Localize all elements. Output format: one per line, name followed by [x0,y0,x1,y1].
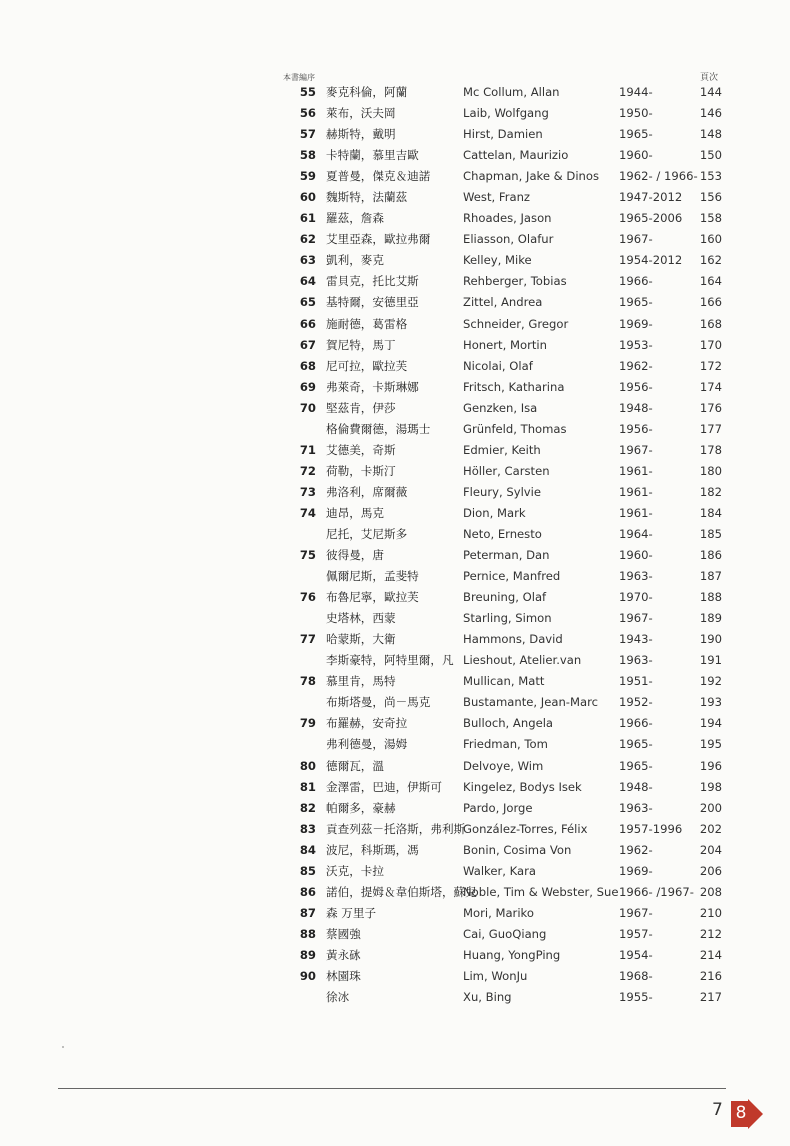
artist-name-english: Rhoades, Jason [463,211,552,226]
index-row [0,819,790,840]
artist-name-english: Bonin, Cosima Von [463,842,572,857]
artist-name-english: Friedman, Tom [463,737,548,752]
artist-name-english: Neto, Ernesto [463,526,542,541]
index-row [0,482,790,503]
artist-years: 1967- [619,611,653,626]
page-reference: 195 [699,737,722,752]
artist-name-chinese: 艾里亞森，歐拉弗爾 [326,232,431,247]
index-row [0,314,790,335]
index-row [0,945,790,966]
page-reference: 217 [699,990,722,1005]
artist-name-english: Schneider, Gregor [463,316,569,331]
artist-name-english: Kingelez, Bodys Isek [463,779,582,794]
artist-years: 1957-1996 [619,821,683,836]
artist-years: 1965- [619,127,653,142]
artist-years: 1948- [619,400,653,415]
column-header-page: 頁次 [700,73,719,83]
index-row [0,924,790,945]
artist-years: 1960- [619,548,653,563]
index-row [0,903,790,924]
index-row [0,208,790,229]
artist-years: 1966- /1967- [619,884,694,899]
index-row [0,166,790,187]
artist-name-chinese: 林園珠 [326,968,361,983]
index-row [0,82,790,103]
page-reference: 184 [699,505,722,520]
footer-divider [58,1088,726,1089]
index-row [0,335,790,356]
artist-years: 1962- [619,358,653,373]
artist-name-english: Nicolai, Olaf [463,358,533,373]
artist-years: 1965- [619,758,653,773]
page-reference: 200 [699,800,722,815]
index-row [0,671,790,692]
page-reference: 194 [699,716,722,731]
artist-years: 1968- [619,968,653,983]
artist-name-english: Zittel, Andrea [463,295,543,310]
page-reference: 202 [699,821,722,836]
index-row [0,587,790,608]
page-reference: 208 [699,884,722,899]
page-reference: 216 [699,968,722,983]
artist-name-chinese: 史塔林，西蒙 [326,611,396,626]
artist-name-chinese: 黃永砯 [326,947,361,962]
page-reference: 148 [699,127,722,142]
artist-name-english: Pardo, Jorge [463,800,533,815]
artist-name-english: Lim, WonJu [463,968,528,983]
entry-number: 56 [299,106,316,121]
artist-name-english: Rehberger, Tobias [463,274,567,289]
index-row [0,440,790,461]
artist-name-chinese: 凱利，麥克 [326,253,384,268]
artist-years: 1954- [619,947,653,962]
artist-name-english: Chapman, Jake & Dinos [463,169,600,184]
entry-number: 80 [299,758,316,773]
entry-number: 63 [299,253,316,268]
entry-number: 83 [299,821,316,836]
artist-years: 1967- [619,442,653,457]
artist-name-chinese: 堅茲肯，伊莎 [326,400,396,415]
artist-years: 1961- [619,505,653,520]
artist-years: 1965- [619,295,653,310]
artist-name-english: Kelley, Mike [463,253,532,268]
index-row [0,271,790,292]
index-row [0,398,790,419]
artist-name-english: Noble, Tim & Webster, Sue [463,884,619,899]
entry-number: 82 [299,800,316,815]
artist-years: 1956- [619,379,653,394]
artist-name-chinese: 麥克科倫，阿蘭 [326,85,408,99]
artist-name-chinese: 雷貝克，托比艾斯 [326,274,419,289]
artist-name-chinese: 賀尼特，馬丁 [326,337,396,352]
index-row [0,356,790,377]
artist-name-chinese: 荷勒，卡斯汀 [326,463,396,478]
page-reference: 188 [699,590,722,605]
artist-years: 1953- [619,337,653,352]
artist-name-english: Breuning, Olaf [463,590,547,605]
artist-name-english: Laib, Wolfgang [463,106,549,121]
page-reference: 177 [699,421,722,436]
artist-name-english: Fritsch, Katharina [463,379,565,394]
artist-name-chinese: 尼可拉，歐拉芙 [326,358,408,373]
page-reference: 164 [699,274,722,289]
artist-years: 1961- [619,484,653,499]
artist-name-english: Cattelan, Maurizio [463,148,569,163]
artist-years: 1970- [619,590,653,605]
entry-number: 90 [299,968,316,983]
artist-name-chinese: 弗洛利，席爾薇 [326,484,408,499]
index-row [0,798,790,819]
page-reference: 158 [699,211,722,226]
entry-number: 74 [299,505,316,520]
artist-name-english: Mc Collum, Allan [463,85,560,99]
artist-years: 1964- [619,526,653,541]
artist-years: 1966- [619,716,653,731]
index-row [0,292,790,313]
artist-years: 1967- [619,232,653,247]
page-reference: 193 [699,695,722,710]
entry-number: 61 [299,211,316,226]
artist-name-english: Xu, Bing [463,990,512,1005]
artist-name-english: Hammons, David [463,632,563,647]
entry-number: 66 [299,316,316,331]
page-reference: 212 [699,926,722,941]
page-reference: 185 [699,526,722,541]
artist-name-chinese: 森 万里子 [326,905,377,920]
artist-name-english: Fleury, Sylvie [463,484,542,499]
index-row [0,187,790,208]
artist-years: 1966- [619,274,653,289]
page-reference: 191 [699,653,722,668]
artist-name-chinese: 夏普曼，傑克＆迪諾 [326,169,431,184]
page-reference: 146 [699,106,722,121]
artist-name-english: Peterman, Dan [463,548,550,563]
index-row [0,545,790,566]
index-row [0,861,790,882]
artist-name-chinese: 布羅赫，安奇拉 [326,716,408,731]
page-reference: 174 [699,379,722,394]
artist-name-english: Hirst, Damien [463,127,543,142]
artist-name-chinese: 彼得曼，唐 [326,548,384,563]
artist-name-english: González-Torres, Félix [463,821,588,836]
artist-years: 1944- [619,85,653,99]
entry-number: 60 [299,190,316,205]
index-row [0,524,790,545]
page-reference: 214 [699,947,722,962]
index-row [0,503,790,524]
artist-name-chinese: 沃克，卡拉 [326,863,384,878]
page-speck [62,1046,64,1048]
artist-years: 1969- [619,863,653,878]
artist-name-english: Huang, YongPing [463,947,561,962]
artist-name-chinese: 施耐德，葛雷格 [326,316,408,331]
artist-years: 1952- [619,695,653,710]
artist-name-chinese: 弗萊奇，卡斯琳娜 [326,379,419,394]
artist-name-english: Dion, Mark [463,505,526,520]
index-row [0,124,790,145]
entry-number: 68 [299,358,316,373]
entry-number: 77 [299,632,316,647]
artist-name-english: Eliasson, Olafur [463,232,554,247]
index-row [0,777,790,798]
artist-name-english: Bulloch, Angela [463,716,554,731]
page-reference: 156 [699,190,722,205]
page-reference: 182 [699,484,722,499]
artist-name-english: Walker, Kara [463,863,536,878]
artist-years: 1965-2006 [619,211,683,226]
artist-name-chinese: 貢查列茲－托洛斯，弗利斯 [326,821,466,836]
artist-name-chinese: 波尼，科斯瑪，馮 [326,842,419,857]
page-reference: 196 [699,758,722,773]
artist-name-english: Cai, GuoQiang [463,926,547,941]
artist-years: 1961- [619,463,653,478]
artist-name-chinese: 帕爾多，豪赫 [326,800,396,815]
artist-name-chinese: 迪昂，馬克 [326,505,384,520]
artist-index-list [0,82,790,1008]
page-reference: 166 [699,295,722,310]
artist-name-english: Edmier, Keith [463,442,541,457]
index-row [0,250,790,271]
artist-years: 1957- [619,926,653,941]
entry-number: 71 [299,442,316,457]
artist-years: 1948- [619,779,653,794]
artist-name-chinese: 金澤雷，巴迪，伊斯可 [326,779,442,794]
entry-number: 75 [299,548,316,563]
page-reference: 186 [699,548,722,563]
entry-number: 64 [299,274,316,289]
artist-name-english: Grünfeld, Thomas [463,421,567,436]
artist-name-chinese: 弗利德曼，湯姆 [326,737,408,752]
artist-name-chinese: 諾伯，提姆＆韋伯斯塔，蘇兒 [326,884,477,899]
entry-number: 73 [299,484,316,499]
entry-number: 84 [299,842,316,857]
entry-number: 59 [299,169,316,184]
artist-name-english: Mori, Mariko [463,905,534,920]
page-reference: 153 [699,169,722,184]
artist-years: 1962- / 1966- [619,169,698,184]
page-reference: 176 [699,400,722,415]
entry-number: 65 [299,295,316,310]
entry-number: 89 [299,947,316,962]
artist-years: 1956- [619,421,653,436]
artist-name-chinese: 卡特蘭，慕里吉歐 [326,148,419,163]
page-reference: 189 [699,611,722,626]
index-row [0,377,790,398]
page-reference: 210 [699,905,722,920]
index-row [0,608,790,629]
entry-number: 86 [299,884,316,899]
entry-number: 55 [299,85,316,99]
artist-name-chinese: 李斯豪特，阿特里爾，凡 [326,653,454,668]
page-reference: 172 [699,358,722,373]
artist-name-chinese: 布斯塔曼，尚－馬克 [326,695,431,710]
artist-years: 1955- [619,990,653,1005]
index-row [0,650,790,671]
entry-number: 76 [299,590,316,605]
artist-name-chinese: 蔡國強 [326,926,361,941]
artist-years: 1969- [619,316,653,331]
entry-number: 58 [299,148,316,163]
page-reference: 178 [699,442,722,457]
index-row [0,734,790,755]
artist-name-chinese: 德爾瓦，溫 [326,758,384,773]
index-row [0,882,790,903]
page-reference: 160 [699,232,722,247]
artist-name-chinese: 佩爾尼斯，孟斐特 [326,569,419,584]
artist-years: 1967- [619,905,653,920]
artist-name-english: Mullican, Matt [463,674,545,689]
artist-name-english: Delvoye, Wim [463,758,544,773]
index-row [0,461,790,482]
artist-years: 1965- [619,737,653,752]
index-row [0,692,790,713]
entry-number: 79 [299,716,316,731]
entry-number: 81 [299,779,316,794]
artist-name-english: Lieshout, Atelier.van [463,653,582,668]
page-reference: 187 [699,569,722,584]
page-reference: 170 [699,337,722,352]
entry-number: 87 [299,905,316,920]
index-row [0,229,790,250]
artist-years: 1960- [619,148,653,163]
artist-name-chinese: 哈蒙斯，大衛 [326,632,396,647]
artist-name-chinese: 基特爾，安德里亞 [326,295,419,310]
artist-years: 1943- [619,632,653,647]
artist-name-chinese: 徐冰 [326,990,350,1005]
index-row [0,756,790,777]
index-row [0,566,790,587]
index-row [0,103,790,124]
artist-name-chinese: 羅茲，詹森 [326,211,384,226]
page-number: 7 [712,1100,723,1120]
page-reference: 162 [699,253,722,268]
artist-name-english: Genzken, Isa [463,400,538,415]
index-row [0,840,790,861]
artist-name-chinese: 尼托，艾尼斯多 [326,526,408,541]
artist-name-chinese: 萊布，沃夫岡 [326,106,396,121]
page-reference: 198 [699,779,722,794]
artist-name-chinese: 艾德美，奇斯 [326,442,396,457]
entry-number: 67 [299,337,316,352]
artist-years: 1951- [619,674,653,689]
page-reference: 190 [699,632,722,647]
index-row [0,145,790,166]
artist-years: 1947-2012 [619,190,683,205]
entry-number: 85 [299,863,316,878]
artist-name-chinese: 慕里肯，馬特 [326,674,396,689]
next-page-number[interactable]: 8 [735,1103,747,1123]
artist-years: 1963- [619,569,653,584]
artist-name-english: West, Franz [463,190,531,205]
index-row [0,987,790,1008]
artist-years: 1963- [619,653,653,668]
index-row [0,966,790,987]
page-reference: 204 [699,842,722,857]
entry-number: 72 [299,463,316,478]
artist-years: 1963- [619,800,653,815]
artist-name-chinese: 布魯尼寧，歐拉芙 [326,590,419,605]
page-reference: 168 [699,316,722,331]
artist-name-english: Starling, Simon [463,611,552,626]
index-row [0,629,790,650]
artist-name-chinese: 格倫費爾德，湯瑪士 [326,421,431,436]
entry-number: 69 [299,379,316,394]
artist-name-chinese: 赫斯特，戴明 [326,127,396,142]
entry-number: 88 [299,926,316,941]
artist-name-english: Pernice, Manfred [463,569,561,584]
column-header-index: 本書編序 [283,73,315,82]
artist-name-english: Höller, Carsten [463,463,550,478]
page-reference: 206 [699,863,722,878]
artist-years: 1954-2012 [619,253,683,268]
entry-number: 57 [299,127,316,142]
artist-years: 1962- [619,842,653,857]
index-row [0,419,790,440]
entry-number: 62 [299,232,316,247]
artist-name-english: Honert, Mortin [463,337,547,352]
page-reference: 180 [699,463,722,478]
page-reference: 144 [699,85,722,99]
artist-name-english: Bustamante, Jean-Marc [463,695,598,710]
page-reference: 150 [699,148,722,163]
entry-number: 78 [299,674,316,689]
entry-number: 70 [299,400,316,415]
page-reference: 192 [699,674,722,689]
artist-years: 1950- [619,106,653,121]
artist-name-chinese: 魏斯特，法蘭茲 [326,190,408,205]
index-row [0,713,790,734]
